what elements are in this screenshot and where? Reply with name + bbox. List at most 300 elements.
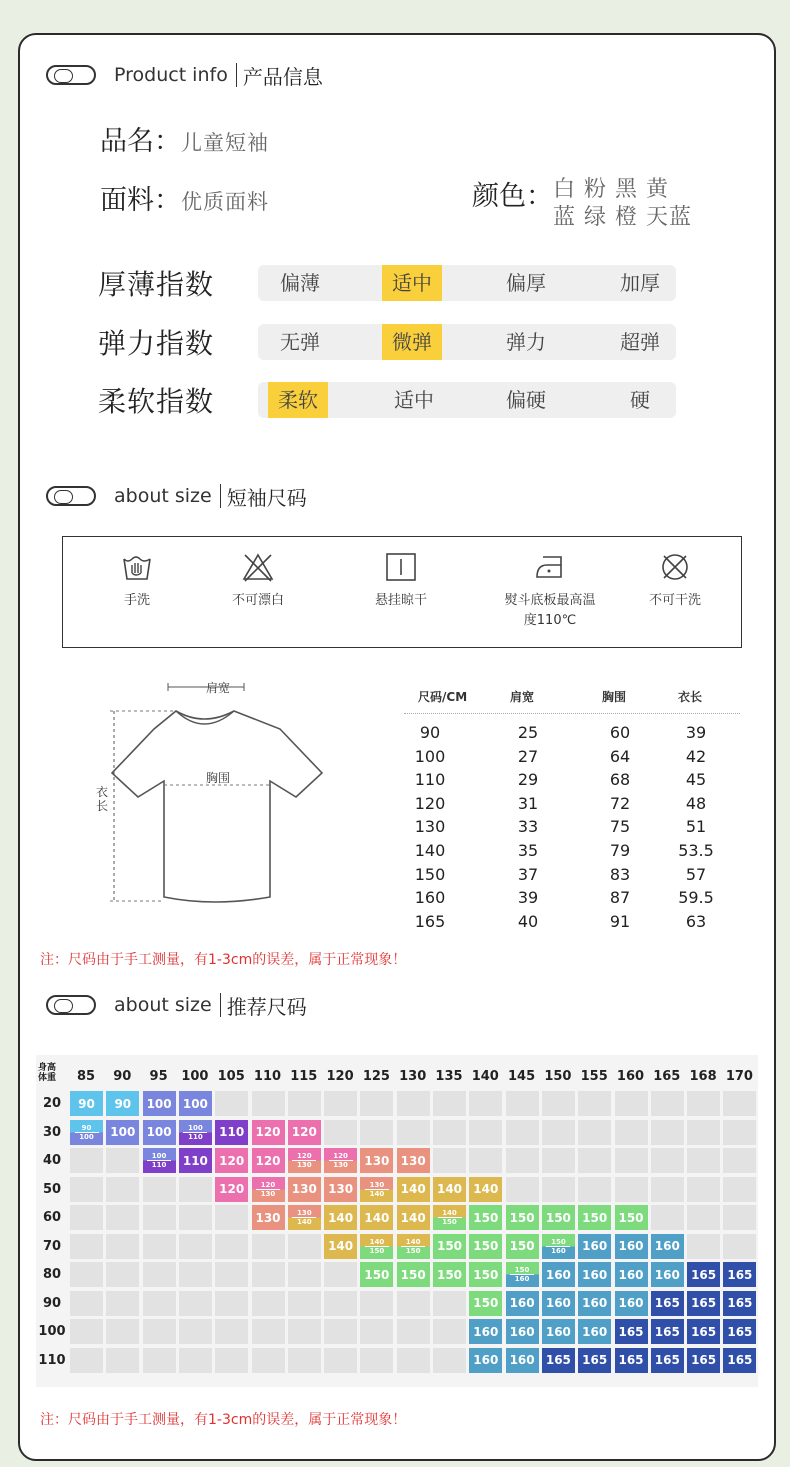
index-option: 适中 (382, 265, 442, 301)
grid-cell: 165 (687, 1262, 720, 1287)
product-name-value: 儿童短袖 (181, 131, 269, 155)
grid-cell: 165 (687, 1348, 720, 1373)
grid-cell: 160 (615, 1262, 648, 1287)
grid-cell: 160 (542, 1262, 575, 1287)
grid-height-header: 145 (508, 1069, 536, 1084)
grid-cell (179, 1348, 212, 1373)
size-header (46, 481, 307, 511)
grid-cell: 150 (433, 1262, 466, 1287)
grid-cell (252, 1262, 285, 1287)
index-option: 硬 (630, 388, 650, 412)
index-option: 柔软 (268, 382, 328, 418)
size-table-header: 肩宽 (510, 690, 535, 704)
grid-cell: 100 110 (179, 1120, 212, 1145)
grid-cell: 165 (687, 1319, 720, 1344)
grid-cell: 165 (651, 1319, 684, 1344)
care-label: 熨斗底板最高温度110℃ (504, 593, 596, 628)
grid-cell (651, 1148, 684, 1173)
grid-cell (143, 1348, 176, 1373)
grid-cell: 165 (651, 1291, 684, 1316)
color-label: 颜色： (472, 181, 553, 212)
grid-cell (106, 1262, 139, 1287)
grid-cell: 165 (651, 1348, 684, 1373)
size-table-cell: 33 (517, 817, 539, 837)
section-title-cn: 产品信息 (242, 64, 323, 89)
grid-weight-header: 30 (42, 1124, 62, 1140)
grid-cell (433, 1319, 466, 1344)
grid-cell (687, 1234, 720, 1259)
index-label: 柔软指数 (98, 385, 215, 418)
grid-cell: 140 150 (433, 1205, 466, 1230)
care-instructions (62, 536, 742, 648)
index-scale (258, 265, 676, 301)
grid-cell: 130 140 (360, 1177, 393, 1202)
grid-cell: 120 130 (252, 1177, 285, 1202)
grid-cell (687, 1120, 720, 1145)
grid-weight-header: 90 (42, 1295, 62, 1311)
care-iron (485, 547, 615, 631)
product-fabric (100, 178, 269, 217)
grid-height-header: 125 (362, 1069, 390, 1084)
product-name-label: 品名： (100, 126, 181, 157)
grid-cell (179, 1234, 212, 1259)
grid-cell: 100 (143, 1091, 176, 1116)
grid-cell: 160 (506, 1348, 539, 1373)
grid-cell: 90 100 (70, 1120, 103, 1145)
grid-cell: 140 (469, 1177, 502, 1202)
grid-cell: 120 (215, 1148, 248, 1173)
grid-cell (70, 1148, 103, 1173)
grid-cell (723, 1205, 756, 1230)
grid-height-header: 150 (544, 1069, 572, 1084)
grid-cell: 90 (70, 1091, 103, 1116)
grid-cell (397, 1319, 430, 1344)
grid-cell (143, 1234, 176, 1259)
grid-cell (70, 1234, 103, 1259)
grid-cell: 120 (252, 1148, 285, 1173)
size-table-cell: 31 (517, 793, 539, 813)
grid-cell: 160 (506, 1291, 539, 1316)
grid-cell (215, 1091, 248, 1116)
grid-cell: 160 (469, 1319, 502, 1344)
iron-icon (533, 551, 567, 583)
grid-cell (324, 1319, 357, 1344)
grid-cell (433, 1120, 466, 1145)
grid-cell (179, 1177, 212, 1202)
length-label: 衣长 (96, 785, 109, 813)
index-label: 弹力指数 (98, 327, 215, 360)
grid-cell: 150 (615, 1205, 648, 1230)
toggle-pill-icon (46, 65, 96, 85)
grid-cell (360, 1291, 393, 1316)
grid-cell (469, 1120, 502, 1145)
grid-cell: 130 (324, 1177, 357, 1202)
grid-cell (215, 1205, 248, 1230)
grid-cell (506, 1091, 539, 1116)
size-table-header: 衣长 (678, 690, 703, 704)
grid-cell: 165 (687, 1291, 720, 1316)
grid-cell (723, 1177, 756, 1202)
grid-cell (687, 1091, 720, 1116)
toggle-pill-icon (46, 995, 96, 1015)
grid-cell: 130 (288, 1177, 321, 1202)
divider (220, 484, 221, 508)
color-values-line1: 白 粉 黑 黄 (553, 177, 669, 202)
grid-cell: 150 (469, 1262, 502, 1287)
size-table-cell: 27 (517, 746, 539, 766)
grid-cell (70, 1262, 103, 1287)
grid-cell (288, 1091, 321, 1116)
grid-cell (324, 1348, 357, 1373)
grid-cell (252, 1091, 285, 1116)
grid-cell: 165 (723, 1348, 756, 1373)
grid-cell (106, 1319, 139, 1344)
grid-cell: 150 (469, 1291, 502, 1316)
grid-cell (143, 1262, 176, 1287)
grid-cell (70, 1205, 103, 1230)
grid-height-header: 168 (689, 1069, 717, 1084)
grid-cell (215, 1348, 248, 1373)
grid-height-header: 100 (181, 1069, 209, 1084)
no-bleach-icon (241, 551, 275, 583)
grid-cell (215, 1291, 248, 1316)
size-table-header: 尺码/CM (418, 690, 468, 704)
section-title-en: about size (114, 485, 212, 507)
grid-cell: 140 (397, 1177, 430, 1202)
grid-cell (506, 1148, 539, 1173)
size-table-cell: 150 (414, 864, 446, 884)
grid-cell: 120 130 (324, 1148, 357, 1173)
grid-cell (615, 1177, 648, 1202)
size-table-cell: 39 (517, 888, 539, 908)
grid-cell (252, 1234, 285, 1259)
grid-cell (179, 1262, 212, 1287)
grid-cell: 120 (215, 1177, 248, 1202)
grid-cell: 120 130 (288, 1148, 321, 1173)
grid-height-header: 140 (471, 1069, 499, 1084)
care-no-bleach (198, 547, 318, 611)
grid-cell (106, 1205, 139, 1230)
grid-cell: 160 (578, 1319, 611, 1344)
hand-wash-icon (120, 551, 154, 583)
product-card (18, 33, 776, 1461)
index-option: 适中 (394, 388, 434, 412)
size-table-cell: 160 (414, 888, 446, 908)
size-table-cell: 35 (517, 841, 539, 860)
grid-cell: 160 (651, 1262, 684, 1287)
grid-weight-header: 110 (38, 1352, 66, 1368)
grid-cell (615, 1091, 648, 1116)
grid-cell (651, 1091, 684, 1116)
product-name (100, 119, 269, 158)
size-table-cell: 87 (609, 888, 631, 908)
grid-cell (723, 1234, 756, 1259)
grid-corner-label: 身高 体重 (38, 1063, 57, 1083)
grid-weight-header: 20 (42, 1096, 62, 1111)
grid-cell (578, 1177, 611, 1202)
grid-cell (106, 1348, 139, 1373)
grid-cell: 160 (578, 1291, 611, 1316)
grid-cell: 140 (324, 1234, 357, 1259)
size-table-cell: 68 (609, 770, 631, 790)
grid-cell (542, 1091, 575, 1116)
grid-cell (215, 1234, 248, 1259)
size-table-cell: 91 (609, 911, 631, 931)
grid-cell (397, 1291, 430, 1316)
grid-height-header: 105 (217, 1069, 245, 1084)
size-table-cell: 100 (414, 746, 446, 766)
grid-cell (288, 1262, 321, 1287)
care-label: 手洗 (123, 593, 150, 608)
grid-cell: 150 (506, 1205, 539, 1230)
grid-cell (651, 1177, 684, 1202)
hang-dry-icon (384, 551, 418, 583)
size-table-cell: 83 (609, 864, 631, 884)
size-table-cell: 75 (609, 817, 631, 837)
grid-cell (723, 1148, 756, 1173)
toggle-pill-icon (46, 486, 96, 506)
grid-cell (506, 1120, 539, 1145)
grid-height-header: 120 (326, 1069, 354, 1084)
grid-cell: 160 (615, 1291, 648, 1316)
grid-cell (179, 1205, 212, 1230)
grid-cell (215, 1319, 248, 1344)
grid-cell: 150 (506, 1234, 539, 1259)
grid-cell (542, 1120, 575, 1145)
grid-cell (179, 1291, 212, 1316)
grid-cell (70, 1291, 103, 1316)
index-option: 弹力 (506, 330, 546, 354)
section-title-en: Product info (114, 64, 228, 86)
grid-cell: 160 (469, 1348, 502, 1373)
size-table-cell: 40 (517, 911, 539, 931)
size-table-cell: 72 (609, 793, 631, 813)
grid-cell (106, 1148, 139, 1173)
size-recommend-grid (36, 1055, 758, 1387)
grid-height-header: 110 (253, 1069, 282, 1084)
care-hand-wash (77, 547, 197, 611)
grid-cell (252, 1319, 285, 1344)
grid-cell: 165 (723, 1319, 756, 1344)
grid-cell: 140 150 (397, 1234, 430, 1259)
grid-cell (360, 1120, 393, 1145)
grid-cell (360, 1091, 393, 1116)
size-table-cell: 39 (685, 723, 707, 742)
size-table-header: 胸围 (602, 690, 627, 704)
grid-weight-header: 40 (42, 1153, 62, 1168)
grid-height-header: 95 (149, 1069, 168, 1084)
size-table-cell: 42 (685, 746, 707, 766)
grid-cell: 130 (397, 1148, 430, 1173)
divider (220, 993, 221, 1017)
grid-cell (687, 1177, 720, 1202)
grid-weight-header: 70 (42, 1238, 62, 1254)
grid-height-header: 115 (290, 1069, 318, 1084)
grid-cell (433, 1348, 466, 1373)
table-divider (404, 713, 740, 714)
grid-cell: 110 (215, 1120, 248, 1145)
grid-cell: 140 (360, 1205, 393, 1230)
grid-cell (179, 1319, 212, 1344)
size-table-cell: 29 (517, 770, 539, 790)
grid-cell (723, 1091, 756, 1116)
grid-cell (615, 1148, 648, 1173)
grid-cell: 165 (615, 1348, 648, 1373)
grid-cell: 140 (397, 1205, 430, 1230)
grid-cell: 130 (252, 1205, 285, 1230)
grid-height-header: 135 (435, 1069, 463, 1084)
grid-cell: 160 (542, 1319, 575, 1344)
size-table-cell: 57 (685, 864, 707, 884)
grid-cell: 90 (106, 1091, 139, 1116)
grid-cell: 120 (288, 1120, 321, 1145)
grid-cell: 100 (179, 1091, 212, 1116)
grid-cell (215, 1262, 248, 1287)
grid-cell (106, 1177, 139, 1202)
grid-weight-header: 50 (42, 1181, 62, 1197)
grid-cell (506, 1177, 539, 1202)
size-table-cell: 120 (414, 793, 446, 813)
section-title-cn: 推荐尺码 (226, 994, 307, 1019)
grid-cell (433, 1148, 466, 1173)
grid-cell (324, 1120, 357, 1145)
size-table-cell: 79 (609, 841, 631, 860)
index-option: 无弹 (280, 330, 320, 354)
index-option: 微弹 (382, 324, 442, 360)
grid-cell: 165 (723, 1291, 756, 1316)
index-scale (258, 324, 676, 360)
index-scale (258, 382, 676, 418)
grid-cell (578, 1120, 611, 1145)
grid-cell (143, 1205, 176, 1230)
divider (236, 63, 237, 87)
grid-cell (469, 1091, 502, 1116)
grid-cell: 160 (578, 1262, 611, 1287)
index-option: 加厚 (620, 271, 660, 295)
grid-cell: 150 (578, 1205, 611, 1230)
size-table-cell: 140 (414, 841, 446, 860)
grid-cell (252, 1291, 285, 1316)
product-info-header (46, 60, 323, 90)
size-table-cell: 37 (517, 864, 539, 884)
grid-cell: 150 (433, 1234, 466, 1259)
measurement-note: 注：尺码由于手工测量，有1-3cm的误差，属于正常现象！ (40, 952, 407, 968)
grid-cell: 110 (179, 1148, 212, 1173)
grid-cell: 160 (615, 1234, 648, 1259)
grid-cell (578, 1091, 611, 1116)
grid-height-header: 90 (113, 1069, 132, 1084)
section-title-cn: 短袖尺码 (226, 485, 307, 510)
grid-cell: 160 (651, 1234, 684, 1259)
grid-cell: 165 (723, 1262, 756, 1287)
product-color (472, 174, 692, 232)
no-dry-clean-icon (658, 551, 692, 583)
grid-cell (143, 1177, 176, 1202)
index-option: 偏硬 (506, 388, 546, 412)
grid-cell: 150 (469, 1234, 502, 1259)
fabric-label: 面料： (100, 185, 181, 216)
grid-cell: 150 (397, 1262, 430, 1287)
grid-cell (143, 1319, 176, 1344)
grid-cell (687, 1148, 720, 1173)
grid-cell: 150 (360, 1262, 393, 1287)
grid-cell: 100 (143, 1120, 176, 1145)
grid-cell (615, 1120, 648, 1145)
grid-cell (397, 1348, 430, 1373)
size-table-cell: 60 (609, 723, 631, 742)
index-option: 偏薄 (280, 271, 320, 295)
grid-cell (723, 1120, 756, 1145)
grid-cell (651, 1120, 684, 1145)
grid-cell (433, 1291, 466, 1316)
grid-cell: 150 160 (506, 1262, 539, 1287)
grid-cell (469, 1148, 502, 1173)
grid-cell (542, 1148, 575, 1173)
care-no-dry-clean (615, 547, 735, 611)
grid-height-header: 165 (653, 1069, 681, 1084)
grid-cell (288, 1291, 321, 1316)
grid-cell (433, 1091, 466, 1116)
size-table-cell: 53.5 (678, 841, 714, 860)
size-table-cell: 59.5 (678, 888, 714, 908)
grid-cell: 100 110 (143, 1148, 176, 1173)
grid-height-header: 155 (580, 1069, 608, 1084)
grid-cell (324, 1291, 357, 1316)
grid-cell: 120 (252, 1120, 285, 1145)
grid-cell (397, 1091, 430, 1116)
grid-cell: 140 150 (360, 1234, 393, 1259)
grid-cell: 130 140 (288, 1205, 321, 1230)
grid-cell (687, 1205, 720, 1230)
grid-cell (70, 1348, 103, 1373)
grid-cell: 140 (433, 1177, 466, 1202)
grid-cell (360, 1319, 393, 1344)
grid-cell (106, 1291, 139, 1316)
grid-cell: 160 (506, 1319, 539, 1344)
size-table-cell: 90 (419, 723, 441, 742)
care-label: 不可干洗 (648, 593, 701, 608)
grid-cell (288, 1348, 321, 1373)
grid-cell (252, 1348, 285, 1373)
grid-cell: 150 160 (542, 1234, 575, 1259)
grid-cell (542, 1177, 575, 1202)
size-table-cell: 110 (414, 770, 446, 790)
size-table-cell: 48 (685, 793, 707, 813)
grid-cell (651, 1205, 684, 1230)
care-hang-dry (341, 547, 461, 611)
grid-cell (578, 1148, 611, 1173)
grid-height-header: 85 (76, 1069, 96, 1084)
chest-label: 胸围 (206, 771, 231, 785)
measurement-note-bottom: 注：尺码由于手工测量，有1-3cm的误差，属于正常现象！ (40, 1412, 407, 1428)
care-label: 悬挂晾干 (374, 593, 427, 608)
grid-cell (288, 1319, 321, 1344)
recommend-header (46, 990, 307, 1020)
grid-cell: 140 (324, 1205, 357, 1230)
grid-cell: 160 (542, 1291, 575, 1316)
index-label: 厚薄指数 (98, 268, 215, 301)
shoulder-label: 肩宽 (206, 681, 231, 695)
grid-cell: 130 (360, 1148, 393, 1173)
grid-height-header: 170 (725, 1069, 753, 1084)
grid-cell: 165 (578, 1348, 611, 1373)
grid-height-header: 160 (616, 1069, 645, 1084)
grid-cell (360, 1348, 393, 1373)
tshirt-diagram (84, 677, 344, 913)
grid-cell: 165 (615, 1319, 648, 1344)
grid-cell: 150 (542, 1205, 575, 1230)
grid-cell (70, 1319, 103, 1344)
